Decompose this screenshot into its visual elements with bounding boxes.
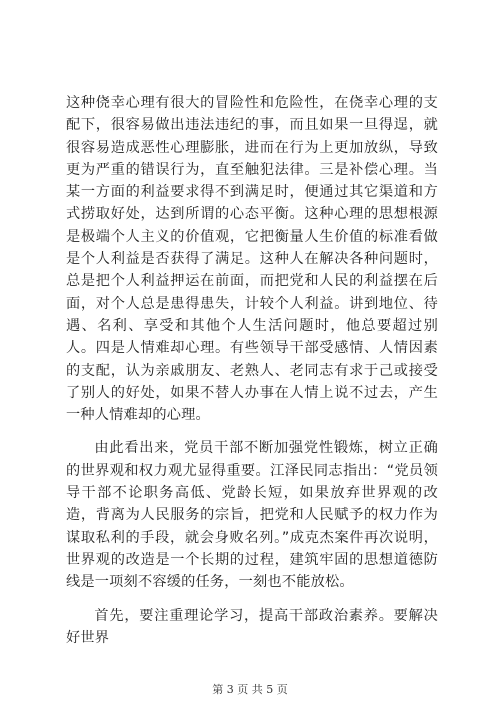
paragraph-worldview: 由此看出来，党员干部不断加强党性锻炼，树立正确的世界观和权力观尤显得重要。江泽民同志指出：“党员领导干部不论职务高低、党龄长短，如果放弃世界观的改造，背离为人民服务的宗旨，把党和人民赋予的权力作为谋取私利的手段，就会身败名列。”成克杰案件再次说明，世界观的改造是一个长期的过程，建筑牢固的思想道德防线是一项刻不容缓的任务，一刻也不能放松。 <box>66 440 438 591</box>
document-body <box>66 92 438 649</box>
paragraph-theory-study: 首先，要注重理论学习，提高干部政治素养。要解决好世界 <box>66 607 438 646</box>
page-number-footer: 第 3 页 共 5 页 <box>212 683 288 696</box>
paragraph-continuation: 这种侥幸心理有很大的冒险性和危险性，在侥幸心理的支配下，很容易做出违法违纪的事，而且如果一旦得逞，就很容易造成恶性心理膨胀，进而在行为上更加放纵，导致更为严重的错误行为，直至触犯法律。三是补偿心理。当某一方面的利益要求得不到满足时，便通过其它渠道和方式捞取好处，达到所谓的心态平衡。这种心理的思想根源是极端个人主义的价值观，它把衡量人生价值的标准看做是个人利益是否获得了满足。这种人在解决各种问题时，总是把个人利益押运在前面，而把党和人民的利益摆在后面，对个人总是患得患失，计较个人利益。讲到地位、待遇、名利、享受和其他个人生活问题时，他总要超过别人。四是人情难却心理。有些领导干部受感情、人情因素的支配，认为亲戚朋友、老熟人、老同志有求于己或接受了别人的好处，如果不替人办事在人情上说不过去，产生一种人情难却的心理。 <box>66 95 438 424</box>
